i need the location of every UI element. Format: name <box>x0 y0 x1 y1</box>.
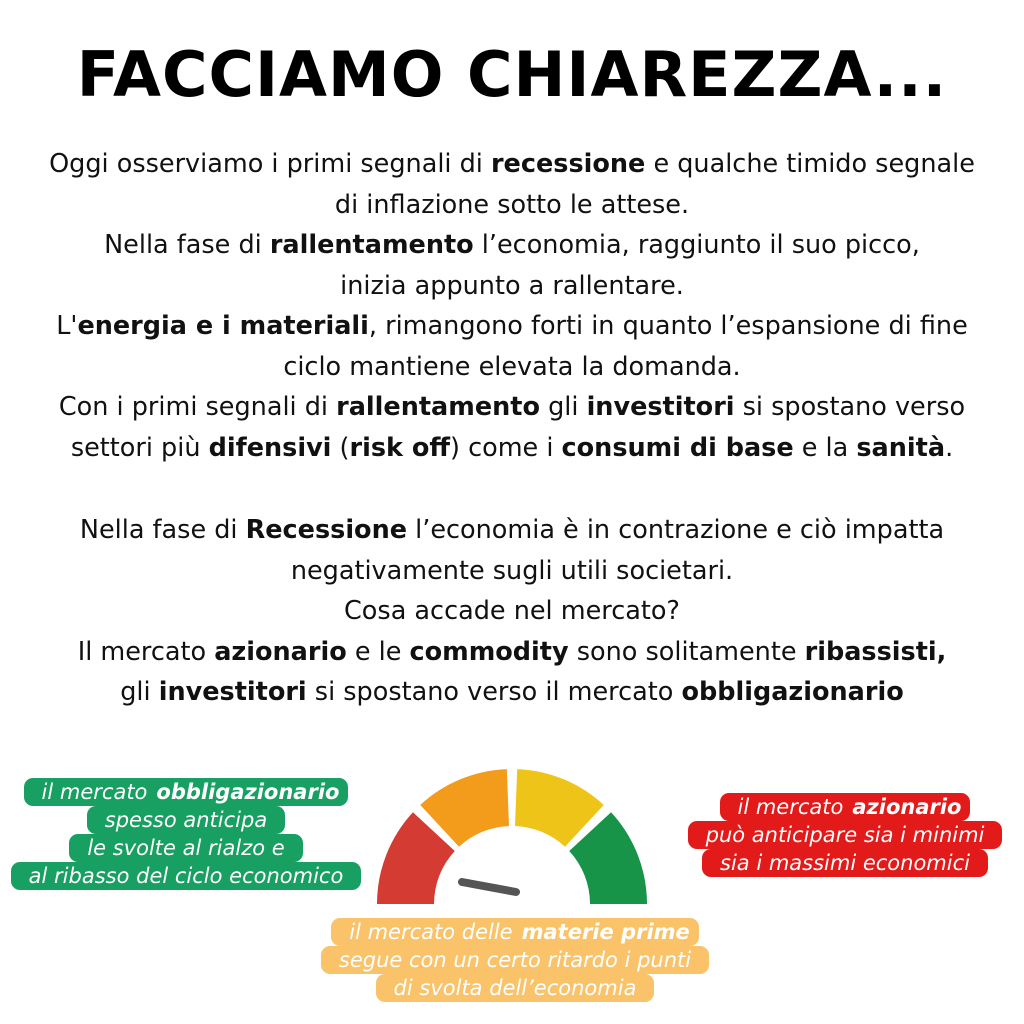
text-run: il mercato delle <box>340 919 521 945</box>
text-line <box>20 387 1004 428</box>
text-line <box>20 347 1004 388</box>
text-run: ( <box>331 432 350 463</box>
text-run: di inflazione sotto le attese. <box>334 189 690 220</box>
text-run: Il mercato <box>77 636 215 667</box>
text-line <box>20 672 1004 713</box>
callout-line <box>8 834 364 862</box>
text-line <box>20 510 1004 551</box>
text-run: segue con un certo ritardo i punti <box>330 947 700 973</box>
callout-line <box>680 849 1010 877</box>
callout-line <box>680 793 1010 821</box>
text-run: inizia appunto a rallentare. <box>340 270 684 301</box>
text-run: gli <box>539 392 587 422</box>
text-run: e la <box>793 432 857 463</box>
text-line <box>20 185 1004 226</box>
text-run: il mercato <box>33 779 157 805</box>
text-run: al ribasso del ciclo economico <box>20 863 353 889</box>
page-title: FACCIAMO CHIAREZZA... <box>76 38 948 111</box>
text-run: l’economia, raggiunto il suo picco, <box>473 230 920 260</box>
text-run: Nella fase di <box>104 230 270 260</box>
bold-text: azionario <box>852 795 962 819</box>
text-line <box>20 266 1004 307</box>
text-line <box>20 551 1004 592</box>
text-run: e le <box>346 636 410 667</box>
bold-text: recessione <box>490 149 646 179</box>
text-run: spesso anticipa <box>96 807 276 833</box>
text-run: si spostano verso <box>734 392 966 422</box>
bold-text: energia e i materiali <box>77 311 369 341</box>
text-run: sono solitamente <box>568 636 805 667</box>
bold-text: Recessione <box>245 515 408 545</box>
text-run: di svolta dell’economia <box>385 975 646 1001</box>
text-run: sia i massimi economici <box>711 850 979 876</box>
text-run: settori più <box>70 432 209 463</box>
callout-line <box>680 821 1010 849</box>
text-run: Nella fase di <box>79 515 246 545</box>
text-run: Con i primi segnali di <box>58 392 337 422</box>
text-run: può anticipare sia i minimi <box>697 822 994 848</box>
bold-text: investitori <box>586 392 735 422</box>
bold-text: rallentamento <box>269 230 474 260</box>
bold-text: ribassisti, <box>804 636 947 667</box>
text-line <box>20 306 1004 347</box>
recession-paragraph <box>20 510 1004 713</box>
callout-line <box>8 778 364 806</box>
callout-line <box>300 918 730 946</box>
text-run: gli <box>120 677 159 707</box>
text-run: l’economia è in contrazione e ciò impatta <box>407 515 945 545</box>
callout-line <box>8 806 364 834</box>
text-run: ) come i <box>450 432 562 463</box>
text-run: . <box>945 432 954 463</box>
text-line <box>20 144 1004 185</box>
bold-text: consumi di base <box>561 432 794 463</box>
text-line <box>20 428 1004 469</box>
bold-text: obbligazionario <box>156 780 340 804</box>
bold-text: rallentamento <box>336 392 540 422</box>
text-run: e qualche timido segnale <box>645 149 975 179</box>
callout-line <box>8 862 364 890</box>
bold-text: obbligazionario <box>681 677 904 707</box>
bold-text: commodity <box>409 636 569 667</box>
bold-text: materie prime <box>521 920 690 944</box>
text-run: Oggi osserviamo i primi segnali di <box>49 149 491 179</box>
text-run: ciclo mantiene elevata la domanda. <box>283 351 741 382</box>
callout-line <box>300 946 730 974</box>
bold-text: sanità <box>856 432 946 463</box>
text-line <box>20 632 1004 673</box>
bold-text: investitori <box>158 677 307 707</box>
stock-market-callout <box>680 793 1010 877</box>
callout-line <box>300 974 730 1002</box>
text-run: , rimangono forti in quanto l’espansione di fine <box>368 311 968 341</box>
text-run: Cosa accade nel mercato? <box>344 596 680 626</box>
commodities-market-callout <box>300 918 730 1002</box>
text-run: L' <box>56 311 78 341</box>
bold-text: risk off <box>349 432 451 463</box>
economic-cycle-gauge <box>372 764 652 914</box>
text-run: le svolte al rialzo e <box>78 835 293 861</box>
intro-paragraph <box>20 144 1004 468</box>
bold-text: azionario <box>214 636 347 667</box>
text-run: negativamente sugli utili societari. <box>290 555 734 586</box>
text-run: il mercato <box>729 794 853 820</box>
bold-text: difensivi <box>208 432 332 463</box>
text-line <box>20 225 1004 266</box>
bonds-market-callout <box>8 778 364 890</box>
text-line <box>20 591 1004 632</box>
text-run: si spostano verso il mercato <box>306 677 682 707</box>
gauge-needle <box>462 882 516 892</box>
